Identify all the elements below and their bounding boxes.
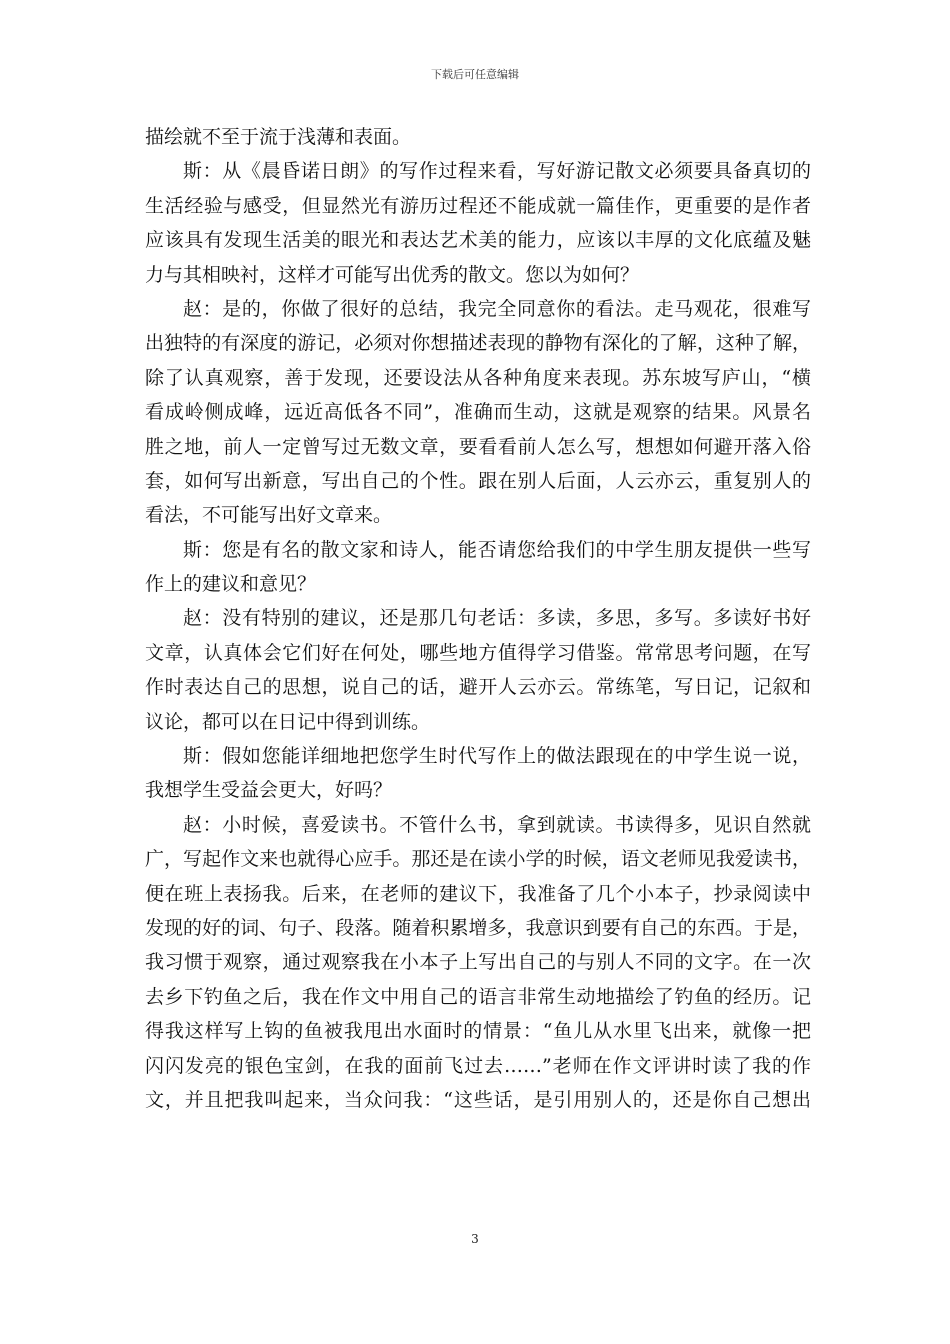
text-line: 得我这样写上钩的鱼被我甩出水面时的情景：“鱼儿从水里飞出来，就像一把 bbox=[145, 1020, 811, 1043]
text-line: 发现的好的词、句子、段落。随着积累增多，我意识到要有自己的东西。于是， bbox=[145, 916, 811, 939]
text-line: 斯：您是有名的散文家和诗人，能否请您给我们的中学生朋友提供一些写 bbox=[183, 538, 811, 561]
text-line: 文，并且把我叫起来，当众问我：“这些话，是引用别人的，还是你自己想出 bbox=[145, 1088, 811, 1111]
document-body bbox=[145, 120, 811, 1117]
text-line: 套，如何写出新意，写出自己的个性。跟在别人后面，人云亦云，重复别人的 bbox=[145, 469, 811, 492]
text-line: 我习惯于观察，通过观察我在小本子上写出自己的与别人不同的文字。在一次 bbox=[145, 951, 811, 974]
text-line: 看成岭侧成峰，远近高低各不同”，准确而生动，这就是观察的结果。风景名 bbox=[145, 401, 811, 424]
text-line: 议论，都可以在日记中得到训练。 bbox=[145, 710, 431, 733]
text-line: 出独特的有深度的游记，必须对你想描述表现的静物有深化的了解，这种了解， bbox=[145, 332, 811, 355]
text-line: 作上的建议和意见？ bbox=[145, 573, 317, 596]
text-line: 生活经验与感受，但显然光有游历过程还不能成就一篇佳作，更重要的是作者 bbox=[145, 194, 811, 217]
text-line: 赵：是的，你做了很好的总结，我完全同意你的看法。走马观花，很难写 bbox=[183, 297, 811, 320]
text-line: 应该具有发现生活美的眼光和表达艺术美的能力，应该以丰厚的文化底蕴及魅 bbox=[145, 229, 811, 252]
text-line: 作时表达自己的思想，说自己的话，避开人云亦云。常练笔，写日记，记叙和 bbox=[145, 676, 811, 699]
text-line: 我想学生受益会更大，好吗？ bbox=[145, 779, 393, 802]
text-line: 斯：假如您能详细地把您学生时代写作上的做法跟现在的中学生说一说， bbox=[183, 745, 811, 768]
text-line: 文章，认真体会它们好在何处，哪些地方值得学习借鉴。常常思考问题，在写 bbox=[145, 641, 811, 664]
text-line: 闪闪发亮的银色宝剑，在我的面前飞过去……”老师在作文评讲时读了我的作 bbox=[145, 1054, 811, 1077]
text-line: 斯：从《晨昏诺日朗》的写作过程来看，写好游记散文必须要具备真切的 bbox=[183, 160, 811, 183]
text-line: 看法，不可能写出好文章来。 bbox=[145, 504, 393, 527]
text-line: 除了认真观察，善于发现，还要设法从各种角度来表现。苏东坡写庐山，“横 bbox=[145, 366, 811, 389]
text-line: 胜之地，前人一定曾写过无数文章，要看看前人怎么写，想想如何避开落入俗 bbox=[145, 435, 811, 458]
text-line: 赵：没有特别的建议，还是那几句老话：多读，多思，多写。多读好书好 bbox=[183, 607, 811, 630]
page-header: 下载后可任意编辑 bbox=[431, 68, 519, 81]
text-line: 广，写起作文来也就得心应手。那还是在读小学的时候，语文老师见我爱读书， bbox=[145, 848, 811, 871]
text-line: 力与其相映衬，这样才可能写出优秀的散文。您以为如何？ bbox=[145, 263, 640, 286]
text-line: 便在班上表扬我。后来，在老师的建议下，我准备了几个小本子，抄录阅读中 bbox=[145, 882, 811, 905]
text-line: 描绘就不至于流于浅薄和表面。 bbox=[145, 126, 412, 148]
text-line: 去乡下钓鱼之后，我在作文中用自己的语言非常生动地描绘了钓鱼的经历。记 bbox=[145, 985, 811, 1008]
page-number: 3 bbox=[471, 1232, 479, 1246]
text-line: 赵：小时候，喜爱读书。不管什么书，拿到就读。书读得多，见识自然就 bbox=[183, 813, 811, 836]
